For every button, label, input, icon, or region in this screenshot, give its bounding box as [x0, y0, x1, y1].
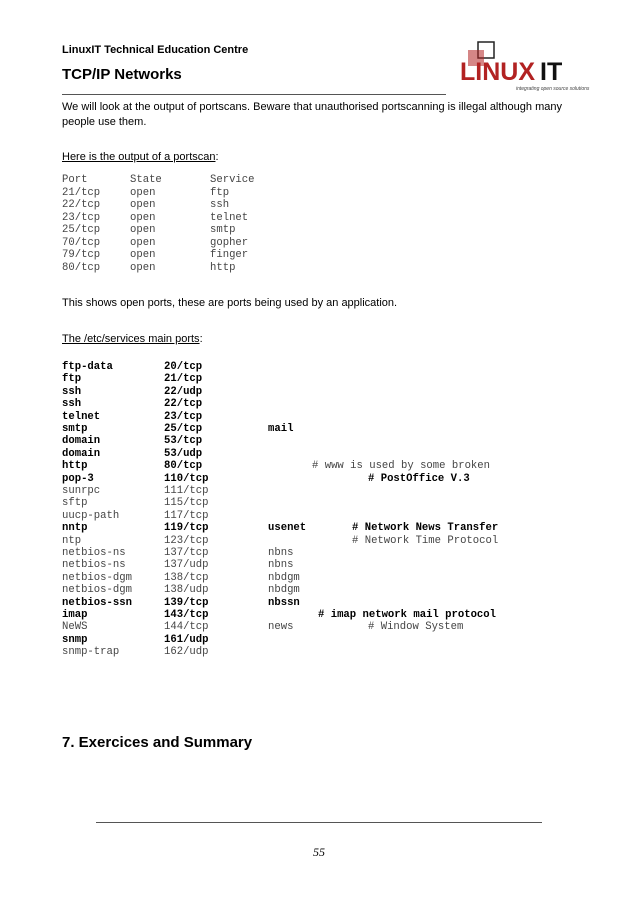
service-name-cell: ssh — [62, 398, 82, 411]
portscan-column-port: Port — [62, 174, 88, 186]
service-port-cell: 53/tcp — [164, 435, 203, 448]
service-port-cell: 115/tcp — [164, 497, 209, 510]
service-name-cell: domain — [62, 435, 101, 448]
portscan-heading — [62, 151, 219, 163]
service-name-cell: domain — [62, 447, 101, 460]
intro-paragraph: We will look at the output of portscans. Beware that unauthorised portscanning is illegal although many people use them. — [62, 101, 562, 128]
service-port-cell: 143/tcp — [164, 609, 209, 621]
port-cell: 22/tcp — [62, 199, 101, 211]
port-cell: 21/tcp — [62, 186, 101, 199]
logo-linux-text: LINUX — [460, 58, 535, 86]
service-name-cell: ntp — [62, 534, 82, 547]
state-cell: open — [130, 211, 156, 224]
service-port-cell: 22/tcp — [164, 398, 203, 411]
service-alias-cell: nbssn — [268, 596, 300, 609]
service-cell: ftp — [210, 186, 230, 199]
service-port-cell: 119/tcp — [164, 522, 209, 535]
port-cell: 25/tcp — [62, 224, 101, 236]
service-port-cell: 53/udp — [164, 447, 203, 460]
service-alias-cell: nbdgm — [268, 571, 300, 584]
service-port-cell: 111/tcp — [164, 485, 209, 497]
service-name-cell: netbios-ssn — [62, 596, 132, 609]
service-alias-cell: usenet — [268, 522, 307, 535]
service-port-cell: 20/tcp — [164, 361, 203, 373]
portscan-heading-text: Here is the output of a portscan — [62, 151, 216, 163]
service-port-cell: 22/udp — [164, 385, 203, 398]
service-port-cell: 162/udp — [164, 646, 209, 659]
portscan-column-state: State — [130, 174, 162, 186]
service-cell: finger — [210, 249, 249, 261]
service-port-cell: 23/tcp — [164, 410, 203, 423]
services-heading-text: The /etc/services main ports — [62, 333, 200, 345]
service-cell: gopher — [210, 236, 249, 249]
footer-rule — [96, 822, 542, 823]
service-comment-cell: # PostOffice V.3 — [368, 472, 470, 485]
service-name-cell: netbios-dgm — [62, 584, 132, 597]
state-cell: open — [130, 199, 156, 211]
logo-tagline: integrating open source solutions — [516, 86, 590, 92]
service-port-cell: 161/udp — [164, 633, 209, 646]
portscan-column-service: Service — [210, 174, 255, 186]
linuxit-logo — [456, 40, 590, 96]
portscan-note: This shows open ports, these are ports being used by an application. — [62, 297, 398, 309]
section-title: 7. Exercices and Summary — [62, 734, 253, 751]
portscan-heading-colon: : — [215, 151, 219, 163]
service-port-cell: 138/udp — [164, 584, 209, 597]
service-port-cell: 139/tcp — [164, 596, 209, 609]
service-port-cell: 117/tcp — [164, 509, 209, 522]
service-name-cell: netbios-ns — [62, 559, 126, 572]
page-number: 55 — [313, 845, 325, 859]
service-comment-cell: # Network News Transfer — [352, 522, 499, 535]
service-port-cell: 25/tcp — [164, 423, 203, 435]
header-rule — [62, 94, 446, 95]
services-heading-colon: : — [199, 333, 203, 345]
service-alias-cell: nbdgm — [268, 584, 300, 597]
state-cell: open — [130, 186, 156, 199]
state-cell: open — [130, 249, 156, 261]
service-port-cell: 144/tcp — [164, 621, 209, 634]
service-cell: smtp — [210, 224, 236, 236]
port-cell: 80/tcp — [62, 261, 101, 274]
service-name-cell: nntp — [62, 522, 88, 535]
service-cell: ssh — [210, 199, 230, 211]
service-port-cell: 21/tcp — [164, 373, 203, 386]
service-name-cell: netbios-ns — [62, 547, 126, 559]
service-name-cell: ssh — [62, 385, 82, 398]
service-port-cell: 137/udp — [164, 559, 209, 572]
service-comment-cell: # www is used by some broken — [312, 460, 491, 473]
service-port-cell: 137/tcp — [164, 547, 209, 559]
services-heading — [62, 333, 203, 345]
service-name-cell: imap — [62, 609, 88, 621]
service-port-cell: 123/tcp — [164, 534, 209, 547]
service-alias-cell: news — [268, 621, 294, 634]
service-name-cell: netbios-dgm — [62, 571, 132, 584]
service-comment-cell: # Window System — [368, 621, 464, 634]
page-title: TCP/IP Networks — [62, 66, 182, 83]
service-name-cell: http — [62, 460, 88, 473]
service-port-cell: 80/tcp — [164, 460, 203, 473]
service-name-cell: ftp-data — [62, 361, 113, 373]
service-name-cell: pop-3 — [62, 472, 94, 485]
service-cell: telnet — [210, 211, 249, 224]
port-cell: 79/tcp — [62, 249, 101, 261]
service-comment-cell: # imap network mail protocol — [318, 609, 497, 621]
service-alias-cell: nbns — [268, 547, 294, 559]
state-cell: open — [130, 261, 156, 274]
service-port-cell: 110/tcp — [164, 472, 209, 485]
service-name-cell: snmp — [62, 633, 88, 646]
service-name-cell: NeWS — [62, 621, 88, 634]
service-cell: http — [210, 261, 236, 274]
service-comment-cell: # Network Time Protocol — [352, 534, 499, 547]
service-name-cell: uucp-path — [62, 509, 120, 522]
service-port-cell: 138/tcp — [164, 571, 209, 584]
header-org: LinuxIT Technical Education Centre — [62, 44, 249, 56]
service-name-cell: telnet — [62, 410, 101, 423]
service-name-cell: snmp-trap — [62, 646, 120, 659]
state-cell: open — [130, 236, 156, 249]
port-cell: 23/tcp — [62, 211, 101, 224]
port-cell: 70/tcp — [62, 236, 101, 249]
service-alias-cell: nbns — [268, 559, 294, 572]
service-name-cell: ftp — [62, 373, 82, 386]
state-cell: open — [130, 224, 156, 236]
service-name-cell: smtp — [62, 423, 88, 435]
service-name-cell: sftp — [62, 497, 88, 510]
service-alias-cell: mail — [268, 423, 294, 435]
service-name-cell: sunrpc — [62, 485, 101, 497]
logo-it-text: IT — [540, 58, 563, 86]
